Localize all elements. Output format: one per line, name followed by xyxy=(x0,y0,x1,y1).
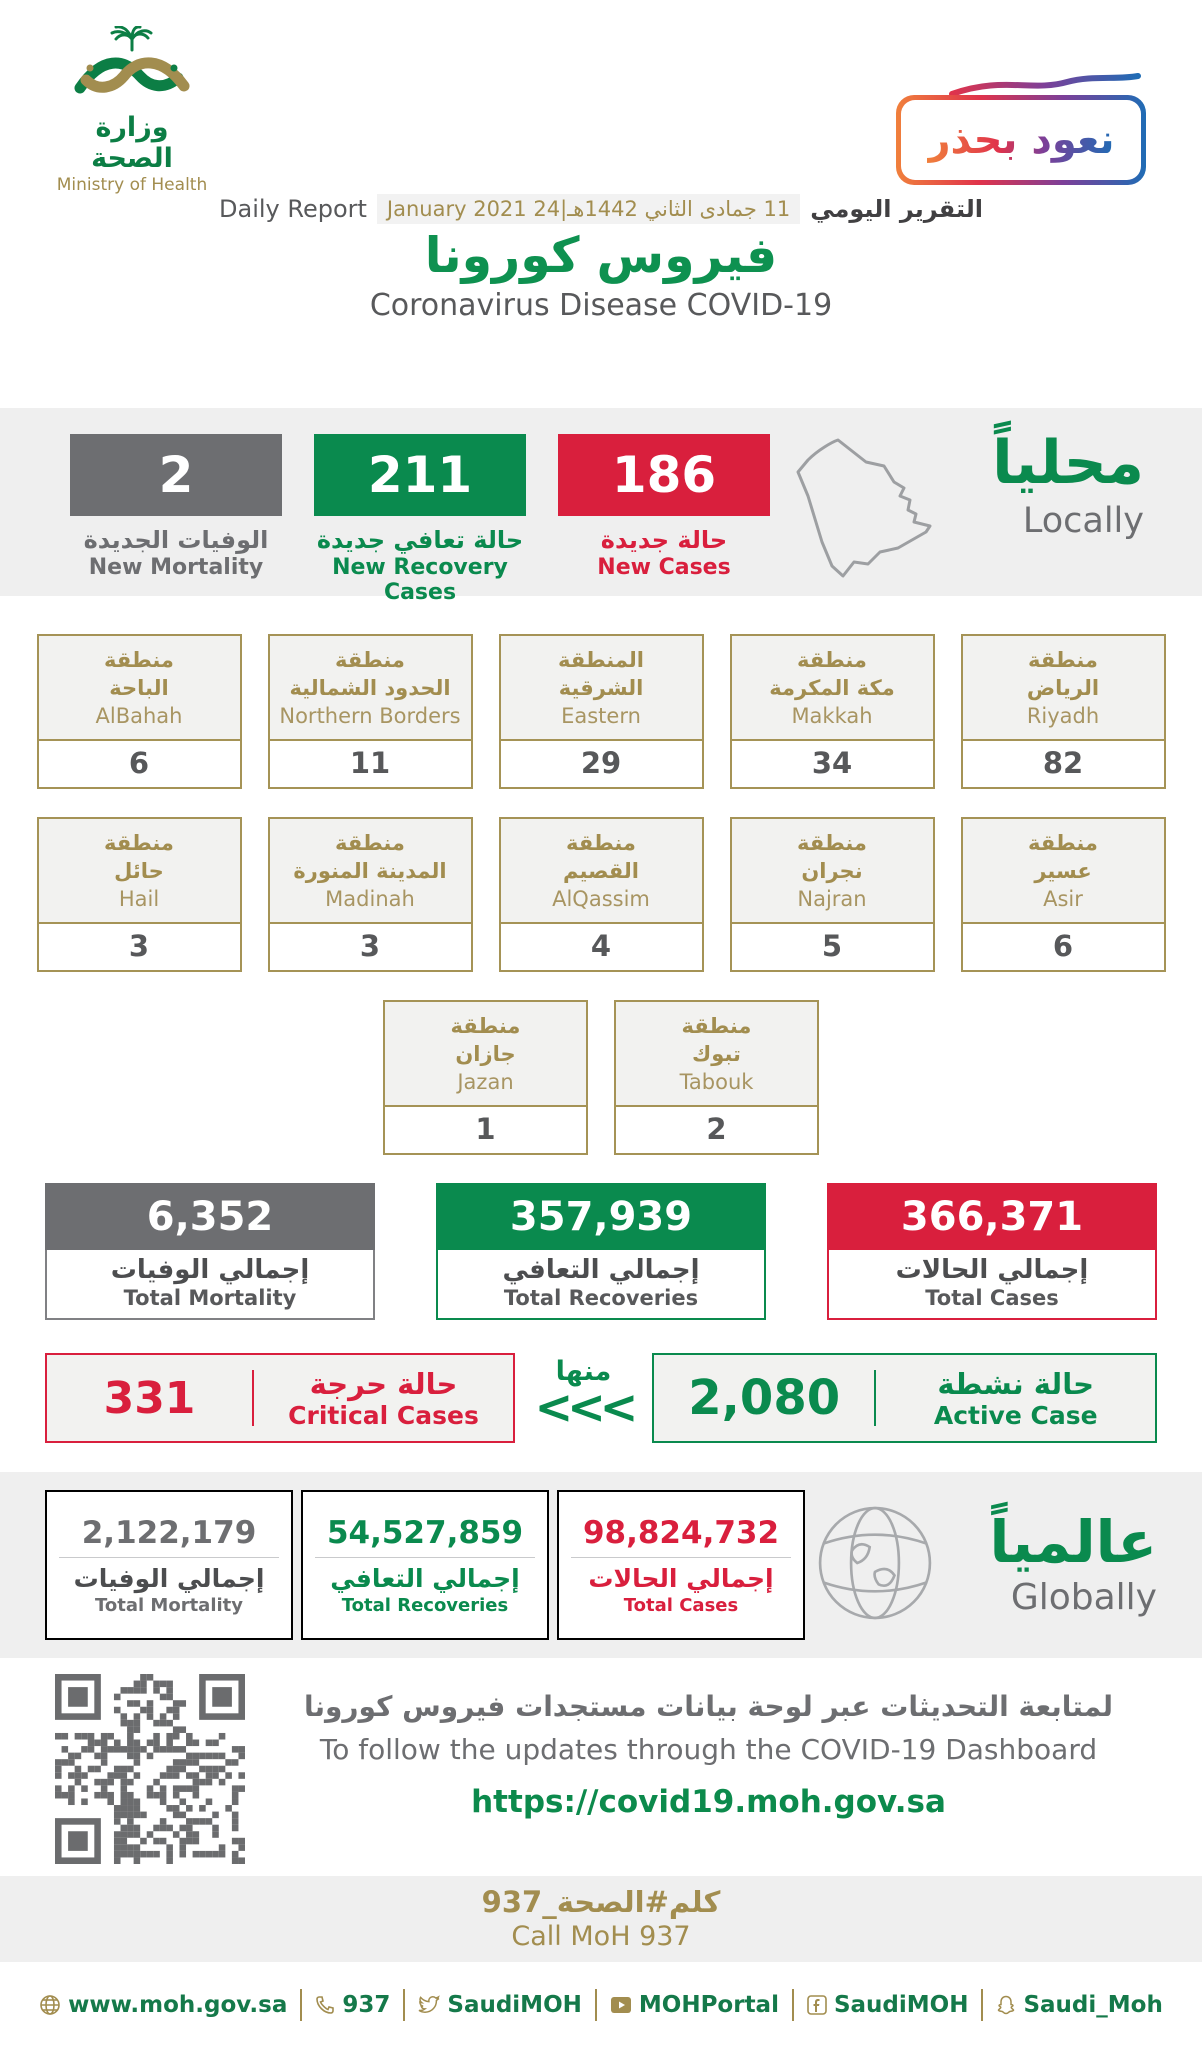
new-cases-value: 186 xyxy=(558,434,770,516)
region-card-northern-borders: منطقة الحدود الشمالية Northern Borders 11 xyxy=(268,634,473,789)
qr-code xyxy=(55,1674,245,1864)
region-card-alqassim: منطقة القصيم AlQassim 4 xyxy=(499,817,704,972)
report-line xyxy=(0,192,1202,226)
footer-snapchat[interactable]: Saudi_Moh xyxy=(996,1992,1162,2018)
case-breakdown-row xyxy=(0,1353,1202,1443)
dashboard-note-en: To follow the updates through the COVID-19 Dashboard xyxy=(319,1733,1098,1766)
youtube-icon xyxy=(610,1996,632,2014)
moh-logo-english: Ministry of Health xyxy=(56,175,208,195)
daily-report-label-en: Daily Report xyxy=(219,195,367,223)
region-card-najran: منطقة نجران Najran 5 xyxy=(730,817,935,972)
badge-text: نعود بحذر xyxy=(927,117,1115,163)
region-case-count: 29 xyxy=(580,746,622,780)
regions-row-2 xyxy=(0,817,1202,972)
global-cases-box: 98,824,732 إجمالي الحالات Total Cases xyxy=(557,1490,805,1640)
active-cases-box: 2,080 حالة نشطة Active Case xyxy=(652,1353,1157,1443)
call-center-label: Call MoH 937 xyxy=(511,1921,691,1952)
region-case-count: 3 xyxy=(128,929,150,963)
new-recoveries-value: 211 xyxy=(314,434,526,516)
daily-report-label-ar: التقرير اليومي xyxy=(810,195,983,223)
region-card-riyadh: منطقة الرياض Riyadh 82 xyxy=(961,634,1166,789)
moh-logo xyxy=(52,26,212,195)
call-center-hashtag: كلم#الصحة_937 xyxy=(481,1885,721,1919)
globally-heading xyxy=(945,1508,1157,1618)
phone-icon xyxy=(315,1995,335,2015)
footer-facebook[interactable]: SaudiMOH xyxy=(807,1992,969,2018)
chevrons-left-icon: <<< xyxy=(534,1379,633,1434)
region-case-count: 11 xyxy=(349,746,391,780)
twitter-icon xyxy=(418,1995,440,2015)
critical-cases-value: 331 xyxy=(103,1372,196,1424)
footer-website[interactable]: www.moh.gov.sa xyxy=(39,1992,287,2018)
region-card-hail: منطقة حائل Hail 3 xyxy=(37,817,242,972)
locally-heading xyxy=(956,428,1144,541)
globe-icon xyxy=(813,1501,937,1629)
locally-section xyxy=(0,408,1202,605)
total-recoveries-value: 357,939 xyxy=(436,1183,766,1250)
new-recoveries-label-en: New Recovery Cases xyxy=(332,555,508,605)
globally-section xyxy=(0,1472,1202,1658)
total-mortality-block: 6,352 إجمالي الوفيات Total Mortality xyxy=(45,1183,375,1320)
total-cases-block: 366,371 إجمالي الحالات Total Cases xyxy=(827,1183,1157,1320)
new-mortality-label-en: New Mortality xyxy=(88,555,264,580)
global-mortality-box: 2,122,179 إجمالي الوفيات Total Mortality xyxy=(45,1490,293,1640)
region-case-count: 34 xyxy=(811,746,853,780)
globally-heading-ar: عالمياً xyxy=(989,1508,1157,1577)
region-card-makkah: منطقة مكة المكرمة Makkah 34 xyxy=(730,634,935,789)
region-case-count: 3 xyxy=(359,929,381,963)
page-title-english: Coronavirus Disease COVID-19 xyxy=(369,288,833,323)
total-mortality-value: 6,352 xyxy=(45,1183,375,1250)
region-case-count: 6 xyxy=(1052,929,1074,963)
region-card-asir: منطقة عسير Asir 6 xyxy=(961,817,1166,972)
local-totals-row xyxy=(0,1183,1202,1320)
total-cases-value: 366,371 xyxy=(827,1183,1157,1250)
region-case-count: 1 xyxy=(475,1112,496,1146)
regions-row-3 xyxy=(0,1000,1202,1155)
globe-icon xyxy=(39,1994,61,2016)
new-cases-stat xyxy=(558,434,770,580)
region-card-eastern: المنطقة الشرقية Eastern 29 xyxy=(499,634,704,789)
new-cases-label-ar: حالة جديدة xyxy=(600,526,728,554)
regions-grid xyxy=(0,634,1202,1155)
snapchat-icon xyxy=(996,1995,1016,2015)
footer-twitter[interactable]: SaudiMOH xyxy=(418,1992,582,2018)
page-title-arabic: فيروس كورونا xyxy=(424,227,778,284)
locally-heading-en: Locally xyxy=(1022,501,1144,541)
region-card-tabouk: منطقة تبوك Tabouk 2 xyxy=(614,1000,819,1155)
region-card-jazan: منطقة جازان Jazan 1 xyxy=(383,1000,588,1155)
moh-logo-arabic: وزارة الصحة xyxy=(91,112,173,174)
call-center-band xyxy=(0,1876,1202,1962)
active-cases-value: 2,080 xyxy=(688,1370,841,1426)
new-recoveries-label-ar: حالة تعافي جديدة xyxy=(316,526,524,554)
new-cases-label-en: New Cases xyxy=(597,555,731,580)
dashboard-url-link[interactable]: https://covid19.moh.gov.sa xyxy=(471,1784,946,1820)
globally-heading-en: Globally xyxy=(1010,1576,1157,1618)
region-card-madinah: منطقة المدينة المنورة Madinah 3 xyxy=(268,817,473,972)
region-case-count: 6 xyxy=(128,746,150,780)
facebook-icon xyxy=(807,1995,827,2015)
region-case-count: 82 xyxy=(1042,746,1084,780)
footer-contacts xyxy=(0,1962,1202,2048)
saudi-arabia-map-icon xyxy=(788,430,938,596)
total-recoveries-block: 357,939 إجمالي التعافي Total Recoveries xyxy=(436,1183,766,1320)
new-mortality-label-ar: الوفيات الجديدة xyxy=(83,526,269,554)
header xyxy=(0,0,1202,195)
footer-phone[interactable]: 937 xyxy=(315,1992,390,2018)
return-with-caution-badge xyxy=(896,95,1146,185)
critical-cases-box: 331 حالة حرجة Critical Cases xyxy=(45,1353,515,1443)
region-case-count: 5 xyxy=(821,929,843,963)
region-card-albahah: منطقة الباحة AlBahah 6 xyxy=(37,634,242,789)
locally-heading-ar: محلياً xyxy=(992,428,1144,498)
report-date: 11 جمادى الثاني 1442هـ|24 January 2021 xyxy=(377,194,800,224)
global-recoveries-box: 54,527,859 إجمالي التعافي Total Recoveries xyxy=(301,1490,549,1640)
new-mortality-value: 2 xyxy=(70,434,282,516)
moh-emblem-icon xyxy=(66,26,198,110)
region-case-count: 4 xyxy=(590,929,612,963)
of-which-indicator: منها <<< xyxy=(534,1355,633,1434)
footer-youtube[interactable]: MOHPortal xyxy=(610,1992,779,2018)
region-case-count: 2 xyxy=(706,1112,727,1146)
dashboard-section xyxy=(0,1668,1202,1866)
new-recoveries-stat xyxy=(314,434,526,605)
regions-row-1 xyxy=(0,634,1202,789)
dashboard-note-ar: لمتابعة التحديثات عبر لوحة بيانات مستجدات فيروس كورونا xyxy=(303,1690,1114,1723)
new-mortality-stat xyxy=(70,434,282,580)
